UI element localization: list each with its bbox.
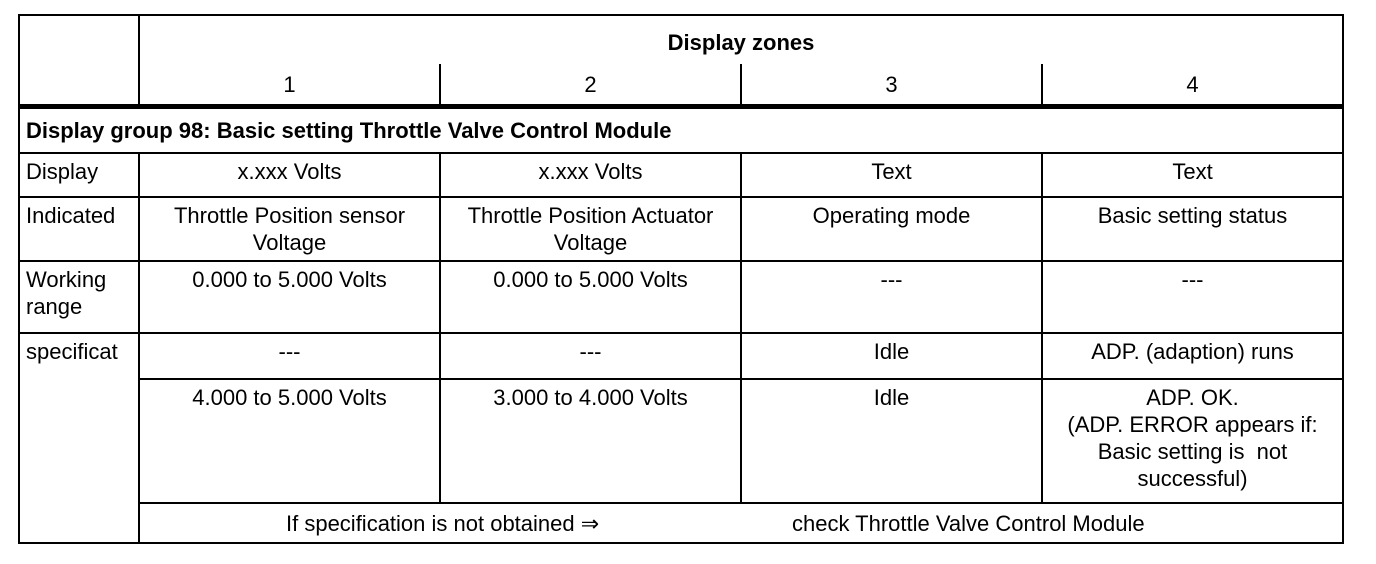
zone-number-1: 1 [139, 64, 440, 107]
display-group-title: Display group 98: Basic setting Throttle Valve Control Module [19, 107, 1343, 154]
row-display [19, 153, 1343, 197]
row-label-working-range [19, 261, 139, 333]
spec1-zone-3: Idle [741, 333, 1042, 379]
footer-condition-text: If specification is not obtained ⇒ [286, 511, 600, 536]
zone-number-2: 2 [440, 64, 741, 107]
indicated-zone-1-line-2: Voltage [252, 230, 327, 255]
header-row-numbers [19, 64, 1343, 107]
spec2-zone-4-line-4: successful) [1137, 466, 1248, 491]
zone-number-4: 4 [1042, 64, 1343, 107]
row-specification-2 [19, 379, 1343, 503]
spec1-zone-4: ADP. (adaption) runs [1042, 333, 1343, 379]
spec2-zone-4-line-2: (ADP. ERROR appears if: [1067, 412, 1318, 437]
spec1-zone-1: --- [139, 333, 440, 379]
row-indicated [19, 197, 1343, 261]
row-working-range [19, 261, 1343, 333]
spec2-zone-4 [1042, 379, 1343, 503]
working-range-label-line-2: range [26, 294, 83, 319]
working-range-zone-3: --- [741, 261, 1042, 333]
working-range-label-line-1: Working [26, 267, 107, 292]
display-zone-3: Text [741, 153, 1042, 197]
footer-instruction-cell [139, 503, 1343, 543]
working-range-zone-2: 0.000 to 5.000 Volts [440, 261, 741, 333]
spec2-zone-4-line-3: Basic setting is not [1097, 439, 1288, 464]
row-label-specification: specificat [19, 333, 139, 543]
display-group-table [18, 14, 1344, 544]
display-zones-heading: Display zones [139, 15, 1343, 64]
group-title-row [19, 107, 1343, 154]
working-range-zone-4: --- [1042, 261, 1343, 333]
row-label-display: Display [19, 153, 139, 197]
indicated-zone-3 [741, 197, 1042, 261]
spec2-zone-4-line-1: ADP. OK. [1146, 385, 1239, 410]
indicated-zone-1-line-1: Throttle Position sensor [173, 203, 406, 228]
indicated-zone-4 [1042, 197, 1343, 261]
display-zone-4: Text [1042, 153, 1343, 197]
indicated-zone-2 [440, 197, 741, 261]
working-range-zone-1: 0.000 to 5.000 Volts [139, 261, 440, 333]
spec2-zone-2: 3.000 to 4.000 Volts [440, 379, 741, 503]
indicated-zone-2-line-1: Throttle Position Actuator [467, 203, 714, 228]
indicated-zone-2-line-2: Voltage [553, 230, 628, 255]
row-footer [19, 503, 1343, 543]
row-specification-1 [19, 333, 1343, 379]
indicated-zone-3-line-1: Operating mode [812, 203, 971, 228]
row-label-indicated: Indicated [19, 197, 139, 261]
spec2-zone-3: Idle [741, 379, 1042, 503]
footer-action-text: check Throttle Valve Control Module [792, 511, 1145, 536]
display-zone-2: x.xxx Volts [440, 153, 741, 197]
indicated-zone-1 [139, 197, 440, 261]
spec1-zone-2: --- [440, 333, 741, 379]
zone-number-3: 3 [741, 64, 1042, 107]
header-corner-cell [19, 15, 139, 107]
indicated-zone-4-line-1: Basic setting status [1097, 203, 1288, 228]
header-row-zones [19, 15, 1343, 64]
display-zone-1: x.xxx Volts [139, 153, 440, 197]
spec2-zone-1: 4.000 to 5.000 Volts [139, 379, 440, 503]
